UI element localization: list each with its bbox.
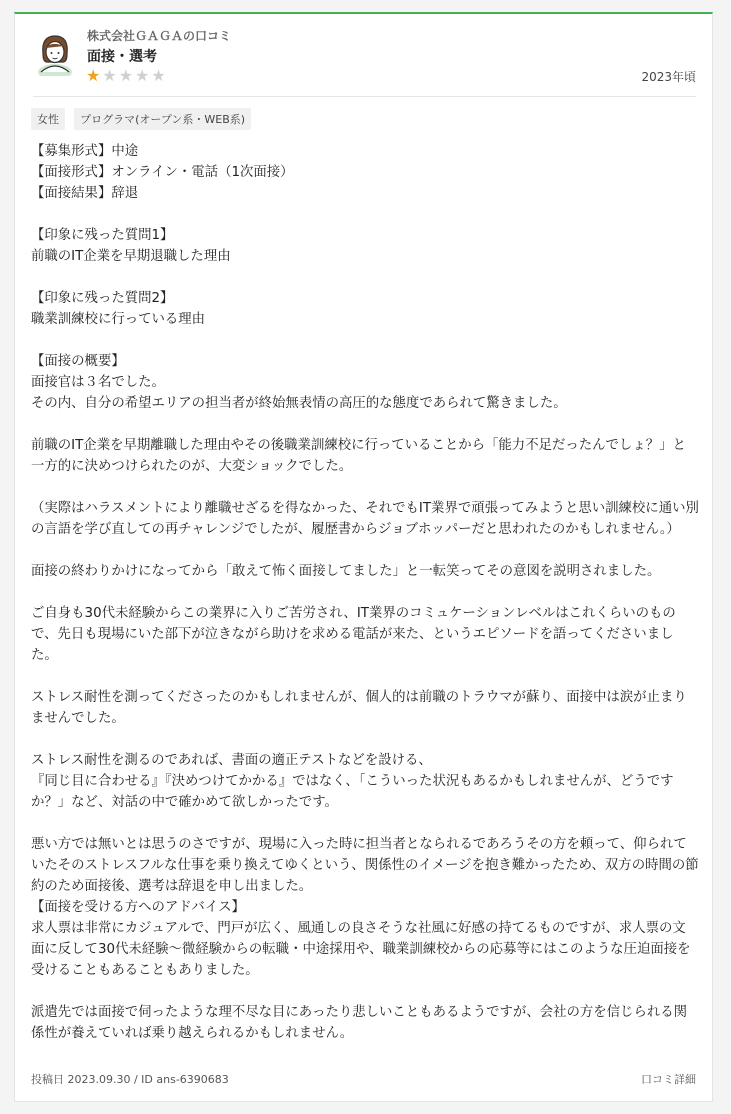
tag-gender: 女性	[31, 108, 65, 130]
star-icon: ★	[151, 66, 168, 85]
star-rating	[86, 66, 168, 85]
review-header	[33, 24, 696, 97]
tag-job: プログラマ(オープン系・WEB系)	[74, 108, 251, 130]
woman-avatar-icon	[33, 32, 77, 76]
review-card	[14, 12, 713, 1102]
company-name[interactable]: 株式会社ＧＡＧＡの口コミ	[87, 29, 232, 43]
review-year: 2023年頃	[641, 70, 696, 84]
star-icon: ★	[135, 66, 152, 85]
review-category: 面接・選考	[87, 49, 157, 65]
review-body: 【募集形式】中途 【面接形式】オンライン・電話（1次面接） 【面接結果】辞退 【印象に残った質問1】 前職のIT企業を早期退職した理由 【印象に残った質問2】 職業訓練校に行っている理由 【面接の概要】 面接官は３名でした。 その内、自分の希望エリアの担当者が終始無表情の高圧的な態度であられて驚きました。 前職のIT企業を早期離職した理由やその後職業訓練校に行っていることから「能力不足だったんでしょ？」と一方的に決めつけられたのが、大変ショックでした。 （実際はハラスメントにより離職せざるを得なかった、それでもIT業界で頑張ってみようと思い訓練校に通い別の言語を学び直しての再チャレンジでしたが、履歴書からジョブホッパーだと思われたのかもしれません。） 面接の終わりかけになってから「敢えて怖く面接してました」と一転笑ってその意図を説明されました。 ご自身も30代未経験からこの業界に入りご苦労され、IT業界のコミュケーションレベルはこれくらいのもので、先日も現場にいた部下が泣きながら助けを求める電話が来た、というエピソードを語ってくださいました。 ストレス耐性を測ってくださったのかもしれませんが、個人的は前職のトラウマが蘇り、面接中は涙が止まりませんでした。 ストレス耐性を測るのであれば、書面の適正テストなどを設ける、 『同じ目に合わせる』『決めつけてかかる』ではなく、「こういった状況もあるかもしれませんが、どうですか？」など、対話の中で確かめて欲しかったです。 悪い方では無いとは思うのさですが、現場に入った時に担当者となられるであろうその方を頼って、仰られていたそのストレスフルな仕事を乗り換えてゆくという、関係性のイメージを抱き難かったため、双方の時間の節約のため面接後、選考は辞退を申し出ました。 【面接を受ける方へのアドバイス】 求人票は非常にカジュアルで、門戸が広く、風通しの良さそうな社風に好感の持てるものですが、求人票の文面に反して30代未経験〜微経験からの転職・中途採用や、職業訓練校からの応募等にはこのような圧迫面接を受けることもあることもありました。 派遣先では面接で伺ったような理不尽な目にあったり悲しいこともあるようですが、会社の方を信じられる関係性が養えていれば乗り越えられるかもしれません。	[31, 144, 699, 1041]
star-icon: ★	[86, 66, 103, 85]
star-icon: ★	[102, 66, 119, 85]
review-detail-link[interactable]: 口コミ詳細	[641, 1073, 696, 1086]
posted-info: 投稿日 2023.09.30 / ID ans-6390683	[31, 1073, 229, 1086]
review-footer	[31, 1071, 696, 1087]
review-tags	[31, 108, 255, 130]
star-icon: ★	[118, 66, 136, 85]
